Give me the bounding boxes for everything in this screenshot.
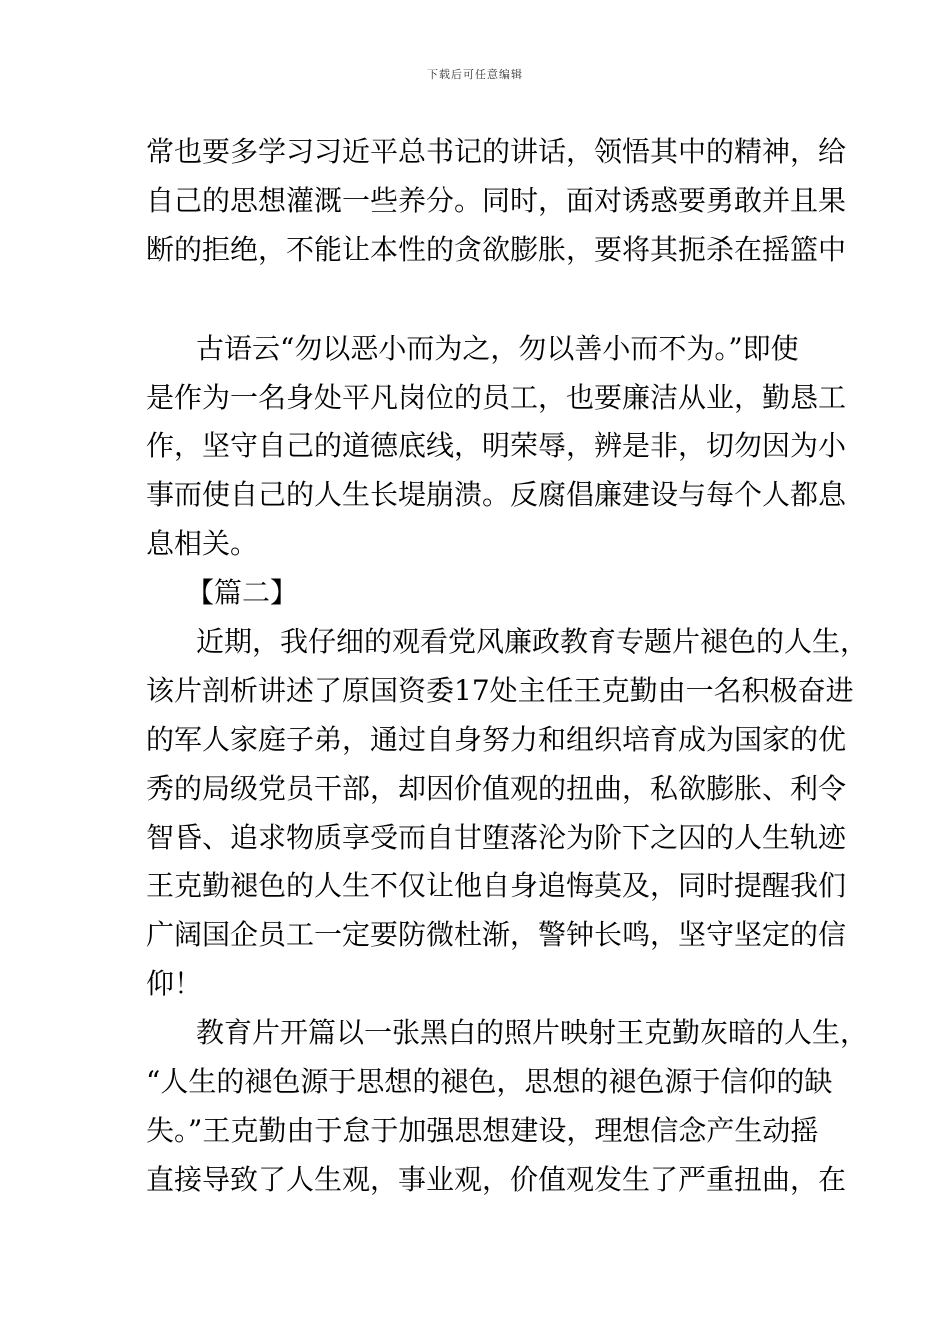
text-line: 的军人家庭子弟，通过自身努力和组织培育成为国家的优 (146, 722, 847, 756)
text-line: 自己的思想灌溉一些养分。同时，面对诱惑要勇敢并且果 (146, 183, 847, 217)
text-line: 秀的局级党员干部，却因价值观的扭曲，私欲膨胀、利令 (146, 771, 847, 805)
paragraph (146, 618, 869, 1009)
paragraph (146, 325, 847, 569)
paragraph (146, 128, 847, 275)
text-line: 失。”王克勤由于怠于加强思想建设，理想信念产生动摇 (146, 1113, 819, 1147)
text-line: 古语云“勿以恶小而为之，勿以善小而不为。”即使 (196, 331, 799, 365)
text-line: 教育片开篇以一张黑白的照片映射王克勤灰暗的人生， (196, 1016, 869, 1050)
text-line: 事而使自己的人生长堤崩溃。反腐倡廉建设与每个人都息 (146, 478, 847, 512)
text-line: 广阔国企员工一定要防微杜渐，警钟长鸣，坚守坚定的信 (146, 918, 847, 952)
paragraph-spacer (146, 275, 814, 325)
text-line: 常也要多学习习近平总书记的讲话，领悟其中的精神，给 (146, 135, 847, 168)
text-line: 息相关。 (146, 527, 259, 561)
text-line: 直接导致了人生观，事业观，价值观发生了严重扭曲，在 (146, 1162, 847, 1196)
paragraph (146, 1009, 869, 1205)
text-line: 仰！ (146, 967, 203, 1001)
page-header: 下载后可任意编辑 (427, 68, 523, 81)
text-line: “人生的褪色源于思想的褪色，思想的褪色源于信仰的缺 (146, 1065, 833, 1099)
text-line: 断的拒绝，不能让本性的贪欲膨胀，要将其扼杀在摇篮中 (146, 232, 847, 266)
text-line: 智昏、追求物质享受而自甘堕落沦为阶下之囚的人生轨迹 (146, 820, 847, 854)
section-title: 【篇二】 (186, 576, 299, 610)
section-heading (146, 569, 814, 618)
text-line: 近期，我仔细的观看党风廉政教育专题片褪色的人生， (196, 625, 869, 659)
text-line: 作，坚守自己的道德底线，明荣辱，辨是非，切勿因为小 (146, 429, 847, 463)
text-line: 是作为一名身处平凡岗位的员工，也要廉洁从业，勤恳工 (146, 380, 847, 414)
text-line: 王克勤褪色的人生不仅让他自身追悔莫及，同时提醒我们 (146, 869, 847, 903)
text-line: 该片剖析讲述了原国资委17处主任王克勤由一名积极奋进 (146, 673, 854, 707)
document-body (146, 128, 869, 1205)
